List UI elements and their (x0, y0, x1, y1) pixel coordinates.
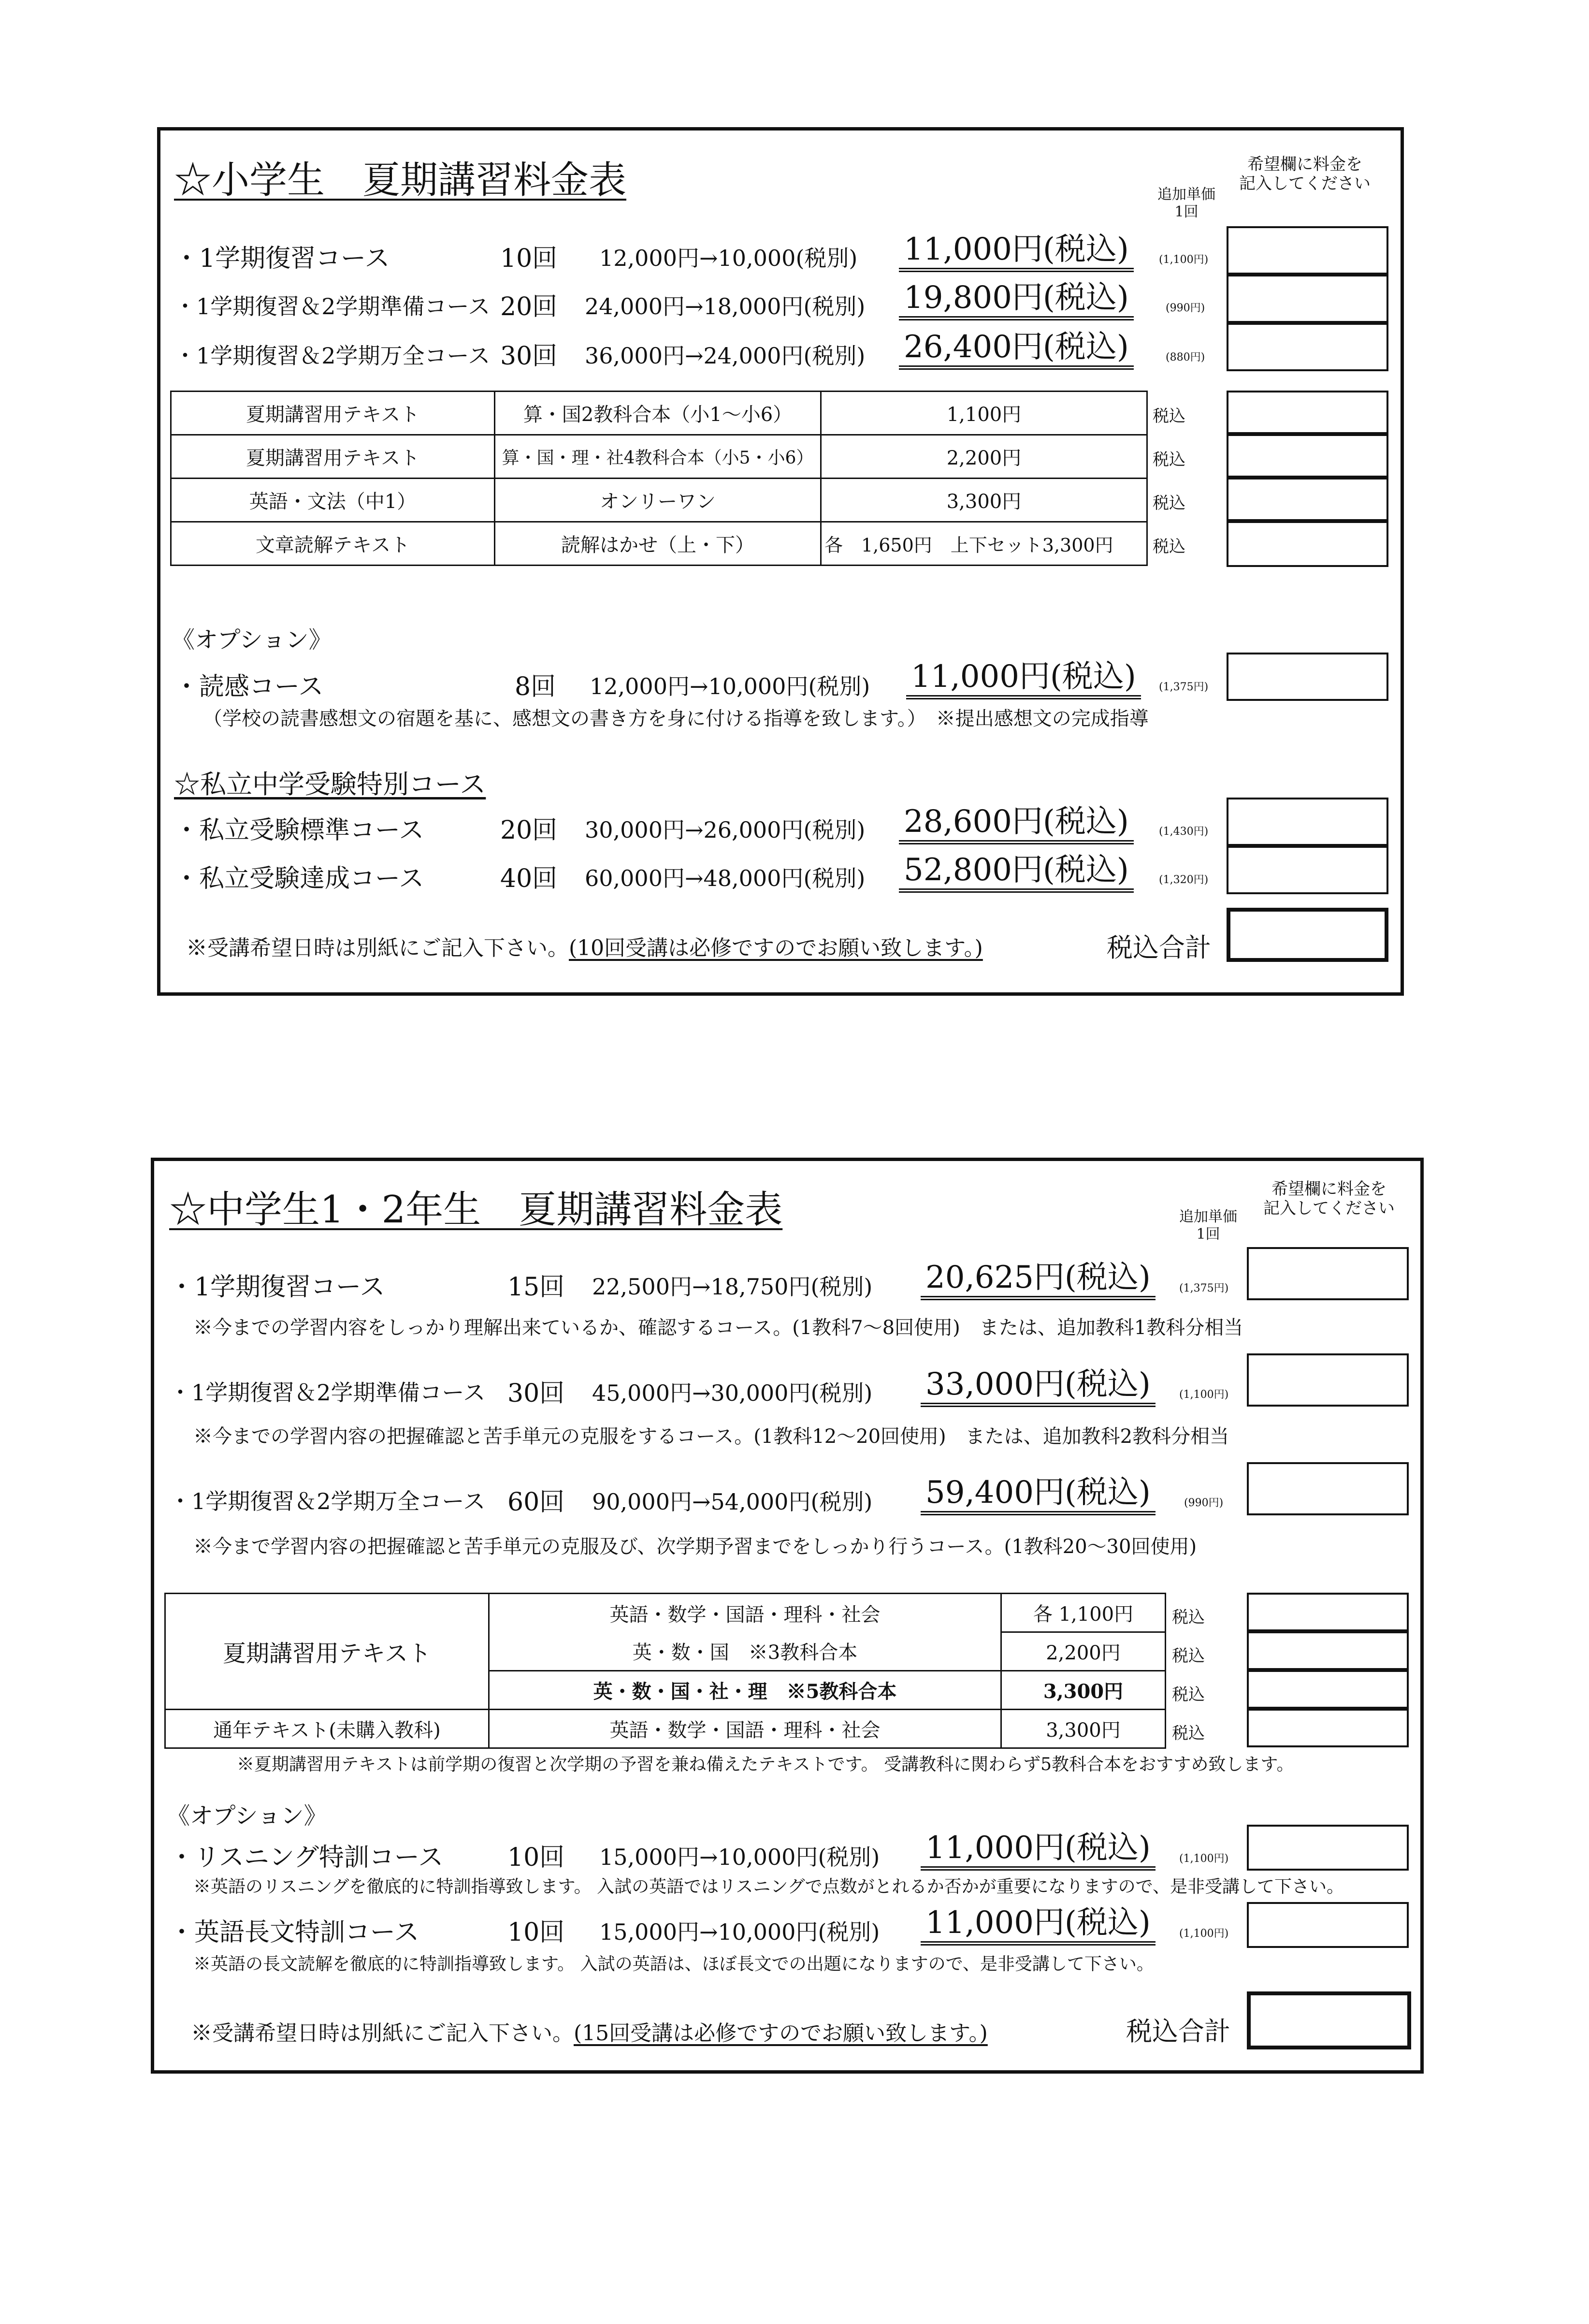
text-subject: 算・国2教科合本（小1～小6） (495, 392, 821, 435)
text-subject: 英語・数学・国語・理科・社会 (489, 1594, 1001, 1632)
text-price: 3,300円 (821, 479, 1147, 522)
text-label: 夏期講習用テキスト (165, 1594, 489, 1710)
option-base-price: 15,000円→10,000円(税別) (599, 1919, 880, 1945)
header-add-price-text: 追加単価 1回 (1179, 1208, 1237, 1243)
total-label: 税込合計 (1107, 932, 1211, 963)
course-base-price: 90,000円→54,000円(税別) (592, 1489, 873, 1515)
text-tax-label: 税込 (1172, 1685, 1205, 1704)
wish-input-box[interactable] (1247, 1825, 1409, 1871)
wish-input-box[interactable] (1247, 1902, 1409, 1948)
course-count: 20回 (500, 292, 558, 321)
wish-input-box[interactable] (1227, 226, 1388, 275)
text-note: ※夏期講習用テキストは前学期の復習と次学期の予習を兼ね備えたテキストです。 受講教科に関わらず5教科合本をおすすめ致します。 (237, 1755, 1294, 1774)
text-name: 英語・文法（中1） (171, 479, 495, 522)
text-tax-label: 税込 (1172, 1646, 1205, 1666)
course-base-price: 24,000円→18,000円(税別) (585, 293, 866, 320)
option-unit-price: (1,375円) (1159, 681, 1209, 693)
footer-note-text: ※受講希望日時は別紙にご記入下さい。 (186, 936, 569, 960)
course-price: 33,000円(税込) (921, 1366, 1156, 1407)
wish-input-box[interactable] (1227, 434, 1388, 478)
text-row (171, 392, 1147, 435)
option-count: 8回 (515, 672, 556, 701)
text-row (165, 1594, 1166, 1632)
course-price: 26,400円(税込) (899, 329, 1134, 370)
private-course-name: ・私立受験標準コース (174, 816, 424, 845)
course-name: ・1学期復習＆2学期準備コース (174, 293, 491, 320)
text-price: 各 1,650円 上下セット3,300円 (821, 522, 1147, 566)
course-name: ・1学期復習＆2学期万全コース (174, 343, 491, 369)
text-price: 2,200円 (1001, 1632, 1166, 1671)
option-note: ※英語の長文読解を徹底的に特訓指導致します。 入試の英語は、ほぼ長文での出題になりますので、是非受講して下さい。 (193, 1954, 1154, 1974)
text-price: 各 1,100円 (1001, 1594, 1166, 1632)
text-tax-label: 税込 (1153, 494, 1185, 513)
private-course-unit: (1,430円) (1159, 826, 1209, 838)
elementary-header-add-price (1150, 186, 1223, 221)
course-count: 10回 (500, 244, 558, 273)
course-price: 19,800円(税込) (899, 279, 1134, 320)
wish-input-box[interactable] (1247, 1709, 1409, 1747)
course-unit-price: (1,100円) (1159, 254, 1209, 266)
wish-input-box[interactable] (1227, 521, 1388, 567)
yearly-text-name: 通年テキスト(未購入教科) (165, 1710, 489, 1748)
option-unit-price: (1,100円) (1179, 1853, 1229, 1865)
course-name: ・1学期復習コース (169, 1273, 385, 1302)
course-count: 15回 (507, 1273, 565, 1302)
course-count: 30回 (500, 342, 558, 371)
option-unit-price: (1,100円) (1179, 1928, 1229, 1940)
text-row (171, 522, 1147, 566)
course-base-price: 12,000円→10,000(税別) (599, 245, 858, 271)
text-name: 夏期講習用テキスト (171, 392, 495, 435)
course-name: ・1学期復習＆2学期万全コース (169, 1488, 486, 1514)
header-wish-text: 希望欄に料金を 記入してください (1239, 155, 1371, 193)
course-price: 20,625円(税込) (921, 1259, 1156, 1300)
text-subject: 読解はかせ（上・下） (495, 522, 821, 566)
text-price: 2,200円 (821, 435, 1147, 479)
text-price: 3,300円 (1001, 1671, 1166, 1710)
junior-title: ☆中学生1・2年生 夏期講習料金表 (169, 1188, 783, 1232)
yearly-text-price: 3,300円 (1001, 1710, 1166, 1748)
text-name: 文章読解テキスト (171, 522, 495, 566)
text-row (171, 479, 1147, 522)
yearly-text-subject: 英語・数学・国語・理科・社会 (489, 1710, 1001, 1748)
private-course-base: 60,000円→48,000円(税別) (585, 865, 866, 891)
option-note: （学校の読書感想文の宿題を基に、感想文の書き方を身に付ける指導を致します。） ※提出感想文の完成指導 (203, 708, 1149, 730)
wish-input-box[interactable] (1247, 1631, 1409, 1670)
text-name: 夏期講習用テキスト (171, 435, 495, 479)
elementary-title: ☆小学生 夏期講習料金表 (174, 159, 627, 202)
footer-note (191, 2016, 988, 2047)
total-input-box[interactable] (1227, 908, 1388, 962)
course-price: 59,400円(税込) (921, 1474, 1156, 1515)
private-course-base: 30,000円→26,000円(税別) (585, 817, 866, 843)
wish-input-box[interactable] (1247, 1462, 1409, 1515)
option-name: ・リスニング特訓コース (169, 1843, 444, 1872)
course-name: ・1学期復習＆2学期準備コース (169, 1380, 486, 1406)
option-name: ・英語長文特訓コース (169, 1918, 419, 1947)
text-tax-label: 税込 (1153, 450, 1185, 469)
course-unit-price: (880円) (1166, 351, 1205, 363)
wish-input-box[interactable] (1247, 1593, 1409, 1631)
option-name: ・読感コース (174, 672, 324, 701)
option-count: 10回 (507, 1843, 565, 1872)
wish-input-box[interactable] (1227, 391, 1388, 434)
text-subject: 英・数・国 ※3教科合本 (489, 1632, 1001, 1671)
wish-input-box[interactable] (1227, 846, 1388, 894)
text-tax-label: 税込 (1172, 1724, 1205, 1743)
text-tax-label: 税込 (1172, 1608, 1205, 1627)
footer-note-required: (10回受講は必修ですのでお願い致します。) (569, 936, 983, 960)
text-tax-label: 税込 (1153, 537, 1185, 556)
course-note: ※今までの学習内容の把握確認と苦手単元の克服をするコース。(1教科12～20回使用) または、追加教科2教科分相当 (193, 1425, 1229, 1448)
text-subject: オンリーワン (495, 479, 821, 522)
course-unit-price: (1,375円) (1179, 1282, 1229, 1294)
private-course-price: 28,600円(税込) (899, 803, 1134, 844)
junior-header-add-price (1170, 1208, 1247, 1243)
private-heading: ☆私立中学受験特別コース (174, 769, 486, 799)
option-base-price: 15,000円→10,000円(税別) (599, 1844, 880, 1870)
option-heading: 《オプション》 (167, 1802, 327, 1830)
total-label: 税込合計 (1126, 2016, 1230, 2047)
wish-input-box[interactable] (1227, 653, 1388, 701)
junior-header-wish (1252, 1179, 1406, 1218)
elementary-header-wish (1228, 155, 1382, 193)
text-tax-label: 税込 (1153, 407, 1185, 426)
course-note: ※今までの学習内容をしっかり理解出来ているか、確認するコース。(1教科7～8回使用) または、追加教科1教科分相当 (193, 1317, 1243, 1339)
wish-input-box[interactable] (1247, 1247, 1409, 1300)
course-price: 11,000円(税込) (899, 231, 1134, 272)
private-course-name: ・私立受験達成コース (174, 864, 424, 893)
footer-note (186, 930, 983, 961)
footer-note-text: ※受講希望日時は別紙にご記入下さい。 (191, 2021, 574, 2046)
course-unit-price: (1,100円) (1179, 1389, 1229, 1401)
course-name: ・1学期復習コース (174, 244, 390, 273)
course-count: 30回 (507, 1379, 565, 1408)
wish-input-box[interactable] (1227, 478, 1388, 521)
text-row (165, 1710, 1166, 1748)
private-course-unit: (1,320円) (1159, 874, 1209, 886)
text-subject: 算・国・理・社4教科合本（小5・小6） (495, 435, 821, 479)
wish-input-box[interactable] (1247, 1670, 1409, 1709)
option-price: 11,000円(税込) (921, 1830, 1156, 1871)
private-course-count: 20回 (500, 816, 558, 845)
option-count: 10回 (507, 1918, 565, 1947)
option-price: 11,000円(税込) (921, 1904, 1156, 1946)
wish-input-box[interactable] (1227, 275, 1388, 323)
footer-note-required: (15回受講は必修ですのでお願い致します。) (574, 2021, 988, 2046)
private-course-count: 40回 (500, 864, 558, 893)
course-note: ※今まで学習内容の把握確認と苦手単元の克服及び、次学期予習までをしっかり行うコース。(1教科20～30回使用) (193, 1536, 1197, 1558)
course-base-price: 36,000円→24,000円(税別) (585, 343, 866, 369)
option-price: 11,000円(税込) (906, 658, 1141, 699)
elementary-text-table (170, 391, 1148, 566)
course-unit-price: (990円) (1184, 1497, 1224, 1509)
wish-input-box[interactable] (1247, 1353, 1409, 1407)
course-unit-price: (990円) (1166, 302, 1205, 314)
private-course-price: 52,800円(税込) (899, 852, 1134, 893)
course-base-price: 22,500円→18,750円(税別) (592, 1274, 873, 1300)
wish-input-box[interactable] (1227, 798, 1388, 846)
wish-input-box[interactable] (1227, 323, 1388, 371)
total-input-box[interactable] (1247, 1991, 1411, 2049)
header-add-price-text: 追加単価 1回 (1157, 186, 1215, 220)
option-heading: 《オプション》 (172, 626, 332, 654)
option-base-price: 12,000円→10,000円(税別) (590, 673, 870, 699)
text-row (171, 435, 1147, 479)
course-base-price: 45,000円→30,000円(税別) (592, 1380, 873, 1406)
header-wish-text: 希望欄に料金を 記入してください (1263, 1179, 1395, 1218)
course-count: 60回 (507, 1488, 565, 1517)
text-price: 1,100円 (821, 392, 1147, 435)
option-note: ※英語のリスニングを徹底的に特訓指導致します。 入試の英語ではリスニングで点数がとれるか否かが重要になりますので、是非受講して下さい。 (193, 1877, 1344, 1897)
junior-text-table (164, 1593, 1166, 1749)
text-subject: 英・数・国・社・理 ※5教科合本 (489, 1671, 1001, 1710)
